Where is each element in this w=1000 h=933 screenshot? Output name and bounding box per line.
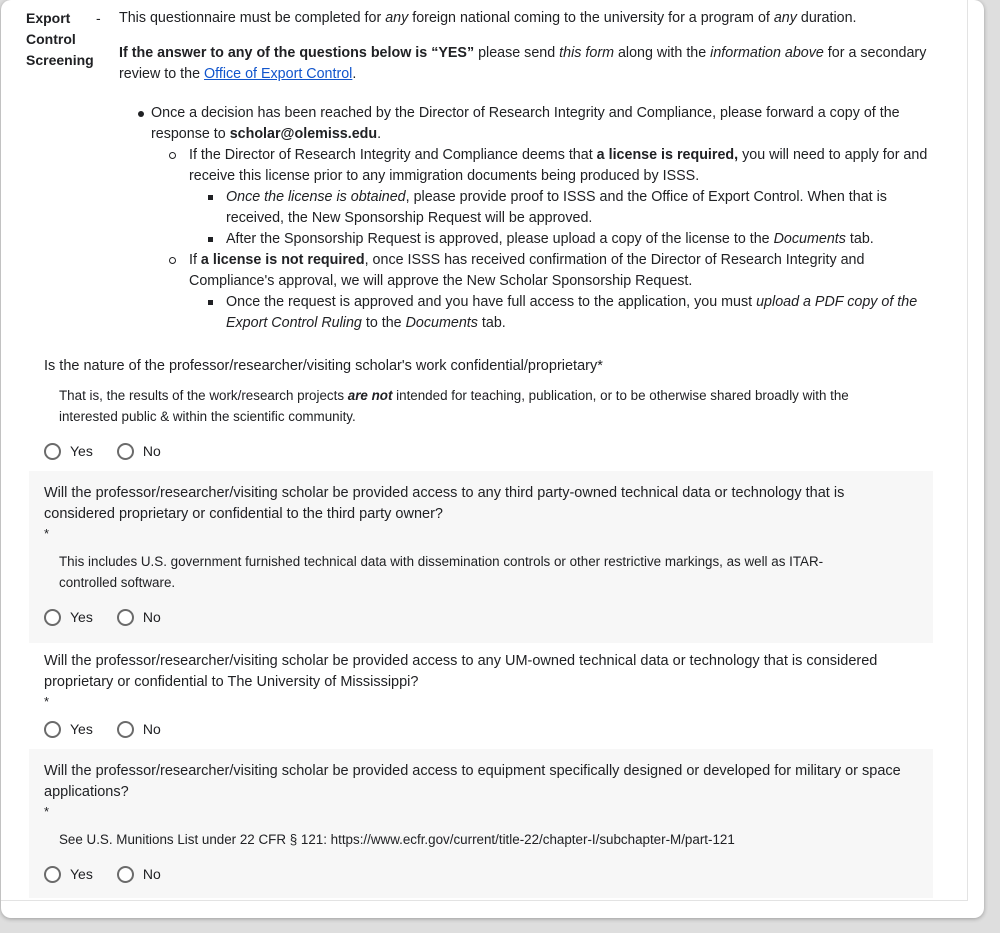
bullet-item: [208, 229, 947, 250]
bullet-text: [226, 187, 947, 229]
text-segment: foreign national coming to the university for a program of: [408, 10, 774, 26]
answer-options: [44, 607, 913, 627]
radio-button-icon: [44, 443, 61, 460]
text-segment: Will the professor/researcher/visiting scholar be provided access to any UM-owned technical data or technology that is considered proprietary or confidential to The University of Mississippi?: [44, 653, 878, 690]
radio-button-icon: [44, 721, 61, 738]
questionnaire: [29, 350, 933, 898]
text-segment: information above: [710, 45, 824, 61]
radio-option-yes[interactable]: [44, 719, 93, 739]
question-help-text: [59, 829, 879, 850]
text-segment: , once ISSS has received confirmation of the Director of Research Integrity and Compliance's approval, we will approve the New Scholar Sponsorship Request.: [189, 252, 865, 289]
bullet-item: [169, 145, 947, 187]
radio-option-yes[interactable]: [44, 607, 93, 627]
radio-label: Yes: [70, 443, 93, 459]
bullet-text: [226, 229, 947, 250]
bullet-text: [189, 250, 947, 292]
bullet-marker-icon: [208, 292, 226, 334]
radio-option-yes[interactable]: [44, 441, 93, 461]
radio-option-no[interactable]: [117, 607, 161, 627]
text-segment: Will the professor/researcher/visiting scholar be provided access to any third party-owned technical data or technology that is considered proprietary or confidential to the third party owner?: [44, 485, 845, 522]
radio-button-icon: [117, 443, 134, 460]
radio-label: No: [142, 443, 161, 459]
office-of-export-control-link[interactable]: Office of Export Control: [204, 66, 353, 82]
radio-label: Yes: [70, 609, 93, 625]
export-control-intro: [26, 8, 967, 334]
text-segment: Documents: [773, 231, 846, 247]
text-segment: along with the: [614, 45, 711, 61]
text-segment: This includes U.S. government furnished technical data with dissemination controls or other restrictive markings, as well as ITAR-controlled software.: [59, 554, 824, 590]
text-segment: , please provide proof to ISSS and the Office of Export Control. When that is received, the New Sponsorship Request will be approved.: [226, 189, 887, 226]
required-asterisk: *: [44, 526, 50, 541]
text-segment: .: [377, 126, 382, 142]
text-segment: intended for teaching, publication, or to be otherwise shared broadly with the interested public & within the scientific community.: [59, 388, 849, 424]
scroll-area: [1, 0, 968, 901]
radio-label: No: [142, 866, 161, 882]
intro-paragraph: [119, 8, 947, 29]
text-segment: If: [189, 252, 201, 268]
question-title: [44, 761, 913, 803]
bullet-marker-icon: [208, 229, 226, 250]
text-segment: Once the request is approved and you have full access to the application, you must: [226, 294, 757, 310]
required-asterisk: *: [44, 804, 50, 819]
question-section-third-party-data: [29, 471, 933, 643]
question-title: [44, 651, 913, 693]
question-section-um-owned-data: [29, 651, 933, 749]
section-separator: -: [96, 10, 101, 26]
text-segment: you will need to apply for and receive this license prior to any immigration documents being produced by ISSS.: [189, 147, 928, 184]
radio-label: Yes: [70, 866, 93, 882]
text-segment: Once the license is obtained: [226, 189, 406, 205]
intro-warning-paragraph: [119, 43, 947, 85]
content-card: [1, 0, 984, 918]
text-segment: please send: [474, 45, 560, 61]
bullet-item: [138, 103, 947, 145]
text-segment: .: [352, 66, 357, 82]
radio-label: No: [142, 721, 161, 737]
text-segment: That is, the results of the work/research projects: [59, 388, 348, 403]
radio-option-no[interactable]: [117, 441, 161, 461]
bullet-marker-icon: [138, 103, 151, 145]
section-label: Export Control Screening: [26, 10, 94, 68]
radio-option-yes[interactable]: [44, 864, 93, 884]
text-segment: to the: [361, 315, 406, 331]
instructions-bullet-list: [119, 103, 947, 334]
radio-label: No: [142, 609, 161, 625]
radio-option-no[interactable]: [117, 864, 161, 884]
radio-button-icon: [44, 609, 61, 626]
text-segment: tab.: [477, 315, 506, 331]
radio-button-icon: [117, 721, 134, 738]
text-segment: If the answer to any of the questions below is “YES”: [119, 45, 475, 61]
text-segment: upload a PDF copy of the Export Control Ruling: [226, 294, 918, 331]
text-segment: a license is required,: [596, 147, 739, 163]
radio-button-icon: [44, 866, 61, 883]
bullet-text: [226, 292, 947, 334]
text-segment: Will the professor/researcher/visiting scholar be provided access to equipment specifically designed or developed for military or space applications?: [44, 763, 901, 800]
text-segment: If the Director of Research Integrity and Compliance deems that: [189, 147, 597, 163]
required-asterisk: *: [44, 694, 50, 709]
text-segment: for a secondary review to the: [119, 45, 927, 82]
text-segment: any: [385, 10, 409, 26]
bullet-item: [208, 187, 947, 229]
answer-options: [44, 719, 913, 739]
bullet-item: [208, 292, 947, 334]
text-segment: Is the nature of the professor/researcher/visiting scholar's work confidential/proprietary*: [44, 358, 603, 374]
answer-options: [44, 441, 913, 461]
radio-option-no[interactable]: [117, 719, 161, 739]
text-segment: Once a decision has been reached by the Director of Research Integrity and Compliance, please forward a copy of the response to: [151, 105, 900, 142]
question-title: [44, 356, 913, 377]
bullet-text: [189, 145, 947, 187]
text-segment: a license is not required: [200, 252, 365, 268]
bullet-item: [169, 250, 947, 292]
question-help-text: [59, 551, 879, 593]
radio-button-icon: [117, 866, 134, 883]
text-segment: See U.S. Munitions List under 22 CFR § 121: https://www.ecfr.gov/current/title-22/chapter-I/subchapter-M/part-121: [59, 832, 735, 847]
text-segment: This questionnaire must be completed for: [119, 10, 386, 26]
text-segment: any: [773, 10, 797, 26]
question-title: [44, 483, 913, 525]
text-segment: Documents: [405, 315, 478, 331]
text-segment: scholar@olemiss.edu: [229, 126, 378, 142]
text-segment: are not: [347, 388, 393, 403]
text-segment: tab.: [845, 231, 874, 247]
text-segment: duration.: [796, 10, 857, 26]
answer-options: [44, 864, 913, 884]
bullet-marker-icon: [169, 145, 189, 187]
text-segment: this form: [559, 45, 614, 61]
bullet-marker-icon: [169, 250, 189, 292]
radio-button-icon: [117, 609, 134, 626]
question-section-confidential-proprietary: [29, 350, 933, 471]
bullet-marker-icon: [208, 187, 226, 229]
bullet-text: [151, 103, 947, 145]
question-help-text: [59, 385, 879, 427]
text-segment: After the Sponsorship Request is approved, please upload a copy of the license to the: [226, 231, 774, 247]
radio-label: Yes: [70, 721, 93, 737]
question-section-military-space-equipment: [29, 749, 933, 898]
